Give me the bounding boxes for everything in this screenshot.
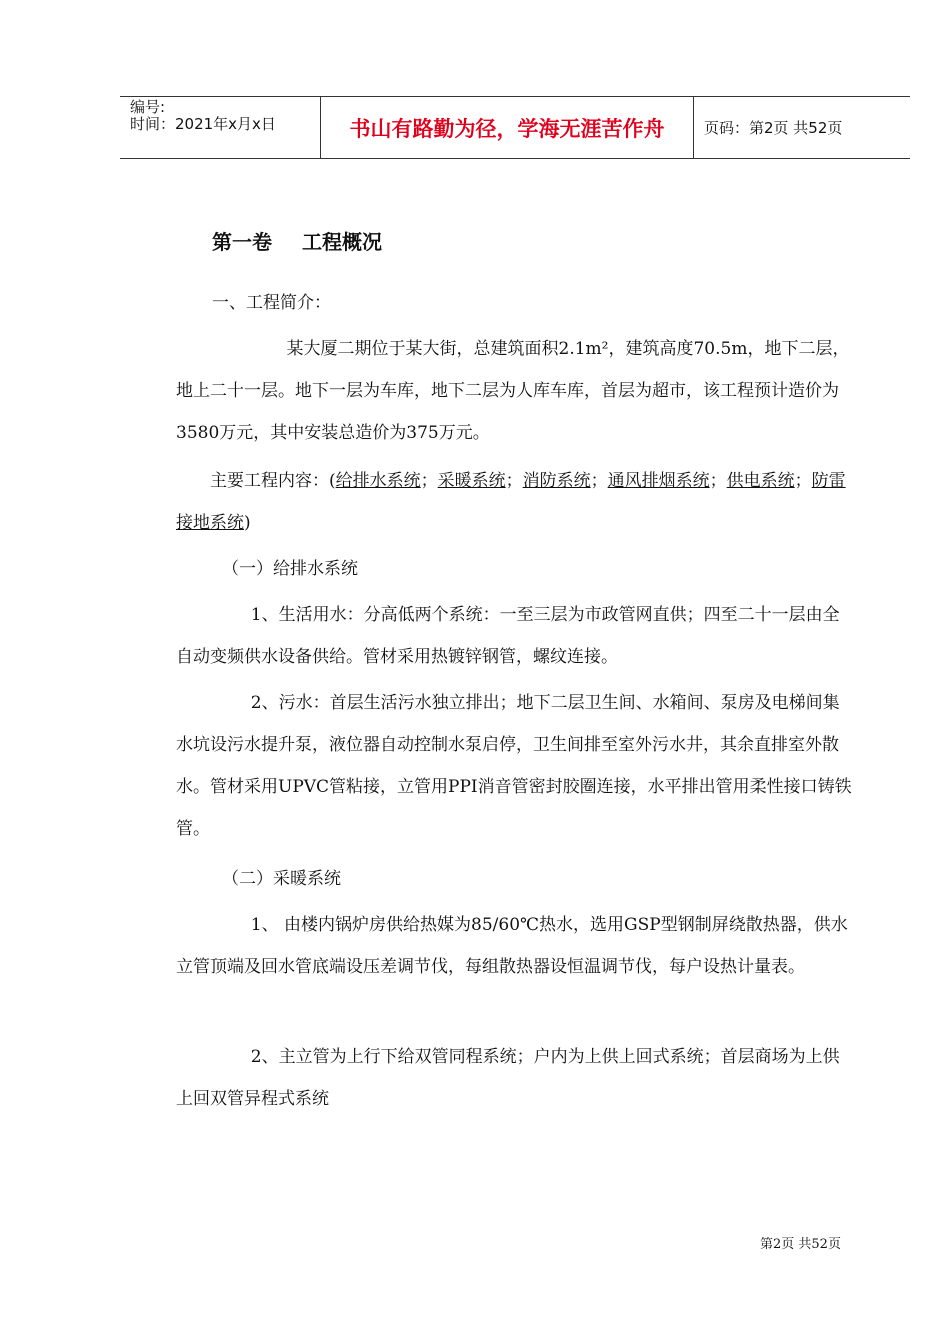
header-meta bbox=[120, 97, 321, 158]
main-item-lightning: 防雷接地系统 bbox=[176, 471, 846, 533]
intro-paragraph: 某大厦二期位于某大街，总建筑面积2.1m²，建筑高度70.5m，地下二层，地上二十一层。地下一层为车库，地下二层为人库车库，首层为超市，该工程预计造价为3580万元，其中安装总造价为375万元。 bbox=[176, 339, 850, 443]
main-item-water: 给排水系统 bbox=[335, 471, 421, 491]
main-content-prefix: 主要工程内容：( bbox=[210, 471, 336, 491]
subsection-heading-heating: （二）采暖系统 bbox=[222, 869, 341, 889]
page-footer: 第2页 共52页 bbox=[760, 1237, 841, 1252]
water-paragraph-2: 2、污水：首层生活污水独立排出；地下二层卫生间、水箱间、泵房及电梯间集水坑设污水提升泵，液位器自动控制水泵启停，卫生间排至室外污水井，其余直排室外散水。管材采用UPVC管粘接，立管用PPI消音管密封胶圈连接，水平排出管用柔性接口铸铁管。 bbox=[176, 693, 852, 839]
section-heading-intro: 一、工程简介： bbox=[212, 293, 331, 313]
main-content-list: 主要工程内容：(给排水系统；采暖系统；消防系统；通风排烟系统；供电系统；防雷接地系统) bbox=[176, 471, 846, 533]
document-time-label: 时间：2021年x月x日 bbox=[130, 115, 276, 133]
header-motto: 书山有路勤为径，学海无涯苦作舟 bbox=[321, 97, 694, 158]
volume-title bbox=[212, 226, 382, 255]
heating-paragraph-1: 1、 由楼内锅炉房供给热媒为85/60℃热水，选用GSP型钢制屏绕散热器，供水立管顶端及回水管底端设压差调节伐，每组散热器设恒温调节伐，每户设热计量表。 bbox=[176, 915, 848, 977]
main-item-fire: 消防系统 bbox=[522, 471, 591, 491]
volume-subtitle: 工程概况 bbox=[302, 230, 382, 254]
subsection-heading-water: （一）给排水系统 bbox=[222, 559, 358, 579]
page-header bbox=[120, 96, 910, 159]
document-number-label: 编号: bbox=[130, 98, 166, 116]
main-item-ventilation: 通风排烟系统 bbox=[607, 471, 710, 491]
main-content-suffix: ) bbox=[244, 513, 251, 533]
heating-paragraph-2: 2、主立管为上行下给双管同程系统；户内为上供上回式系统；首层商场为上供上回双管异程式系统 bbox=[176, 1047, 840, 1109]
main-item-power: 供电系统 bbox=[726, 471, 795, 491]
water-paragraph-1: 1、生活用水：分高低两个系统：一至三层为市政管网直供；四至二十一层由全自动变频供水设备供给。管材采用热镀锌钢管，螺纹连接。 bbox=[176, 605, 840, 667]
main-item-heating: 采暖系统 bbox=[437, 471, 506, 491]
volume-number: 第一卷 bbox=[212, 230, 272, 254]
header-page-number: 页码：第2页 共52页 bbox=[704, 119, 843, 137]
